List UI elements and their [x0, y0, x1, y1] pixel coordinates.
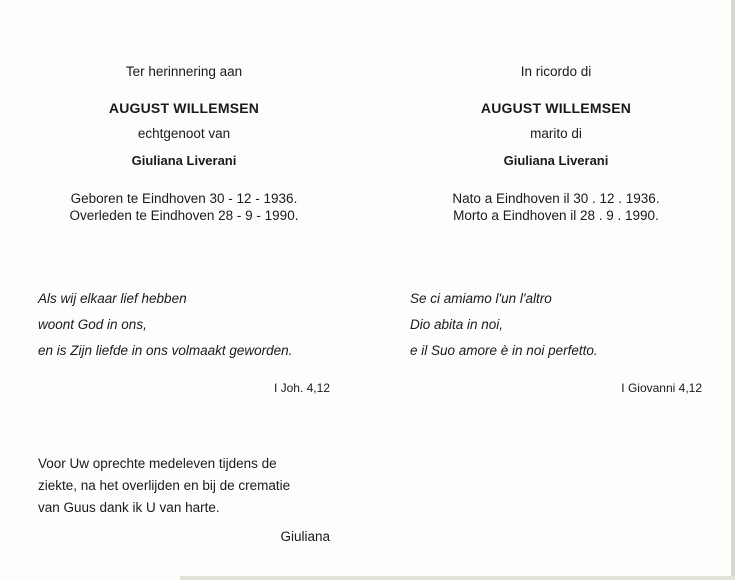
italian-verse-line-1: Se ci amiamo l'un l'altro	[410, 291, 552, 306]
italian-intro: In ricordo di	[520, 64, 592, 79]
italian-death-line: Morto a Eindhoven il 28 . 9 . 1990.	[453, 208, 659, 223]
dutch-thanks-paragraph	[38, 453, 330, 519]
italian-birth-line: Nato a Eindhoven il 30 . 12 . 1936.	[452, 191, 660, 206]
italian-verse-line-2: Dio abita in noi,	[410, 317, 504, 332]
dutch-birth-line: Geboren te Eindhoven 30 - 12 - 1936.	[70, 191, 298, 206]
dutch-verse-line-1: Als wij elkaar lief hebben	[38, 291, 187, 306]
dutch-verse-reference: I Joh. 4,12	[273, 381, 330, 395]
dutch-death-line: Overleden te Eindhoven 28 - 9 - 1990.	[69, 208, 299, 223]
italian-relation: marito di	[530, 126, 582, 141]
italian-verse-reference: I Giovanni 4,12	[621, 381, 702, 395]
dutch-verse-line-3: en is Zijn liefde in ons volmaakt geworden.	[38, 343, 293, 358]
dutch-column	[38, 0, 330, 580]
italian-verse-line-3: e il Suo amore è in noi perfetto.	[410, 343, 598, 358]
thanks-line-2: ziekte, na het overlijden en bij de crematie	[38, 478, 291, 493]
dutch-intro: Ter herinnering aan	[125, 64, 243, 79]
signature: Giuliana	[280, 529, 330, 544]
italian-spouse-name: Giuliana Liverani	[503, 153, 609, 168]
dutch-verse-line-2: woont God in ons,	[38, 317, 147, 332]
card-bottom-edge	[180, 576, 735, 580]
dutch-deceased-name: AUGUST WILLEMSEN	[108, 100, 260, 116]
italian-deceased-name: AUGUST WILLEMSEN	[480, 100, 632, 116]
thanks-line-1: Voor Uw oprechte medeleven tijdens de	[38, 456, 277, 471]
italian-column	[410, 0, 702, 580]
dutch-spouse-name: Giuliana Liverani	[131, 153, 237, 168]
dutch-relation: echtgenoot van	[137, 126, 231, 141]
card-edge-shadow	[731, 0, 735, 580]
thanks-line-3: van Guus dank ik U van harte.	[38, 500, 220, 515]
